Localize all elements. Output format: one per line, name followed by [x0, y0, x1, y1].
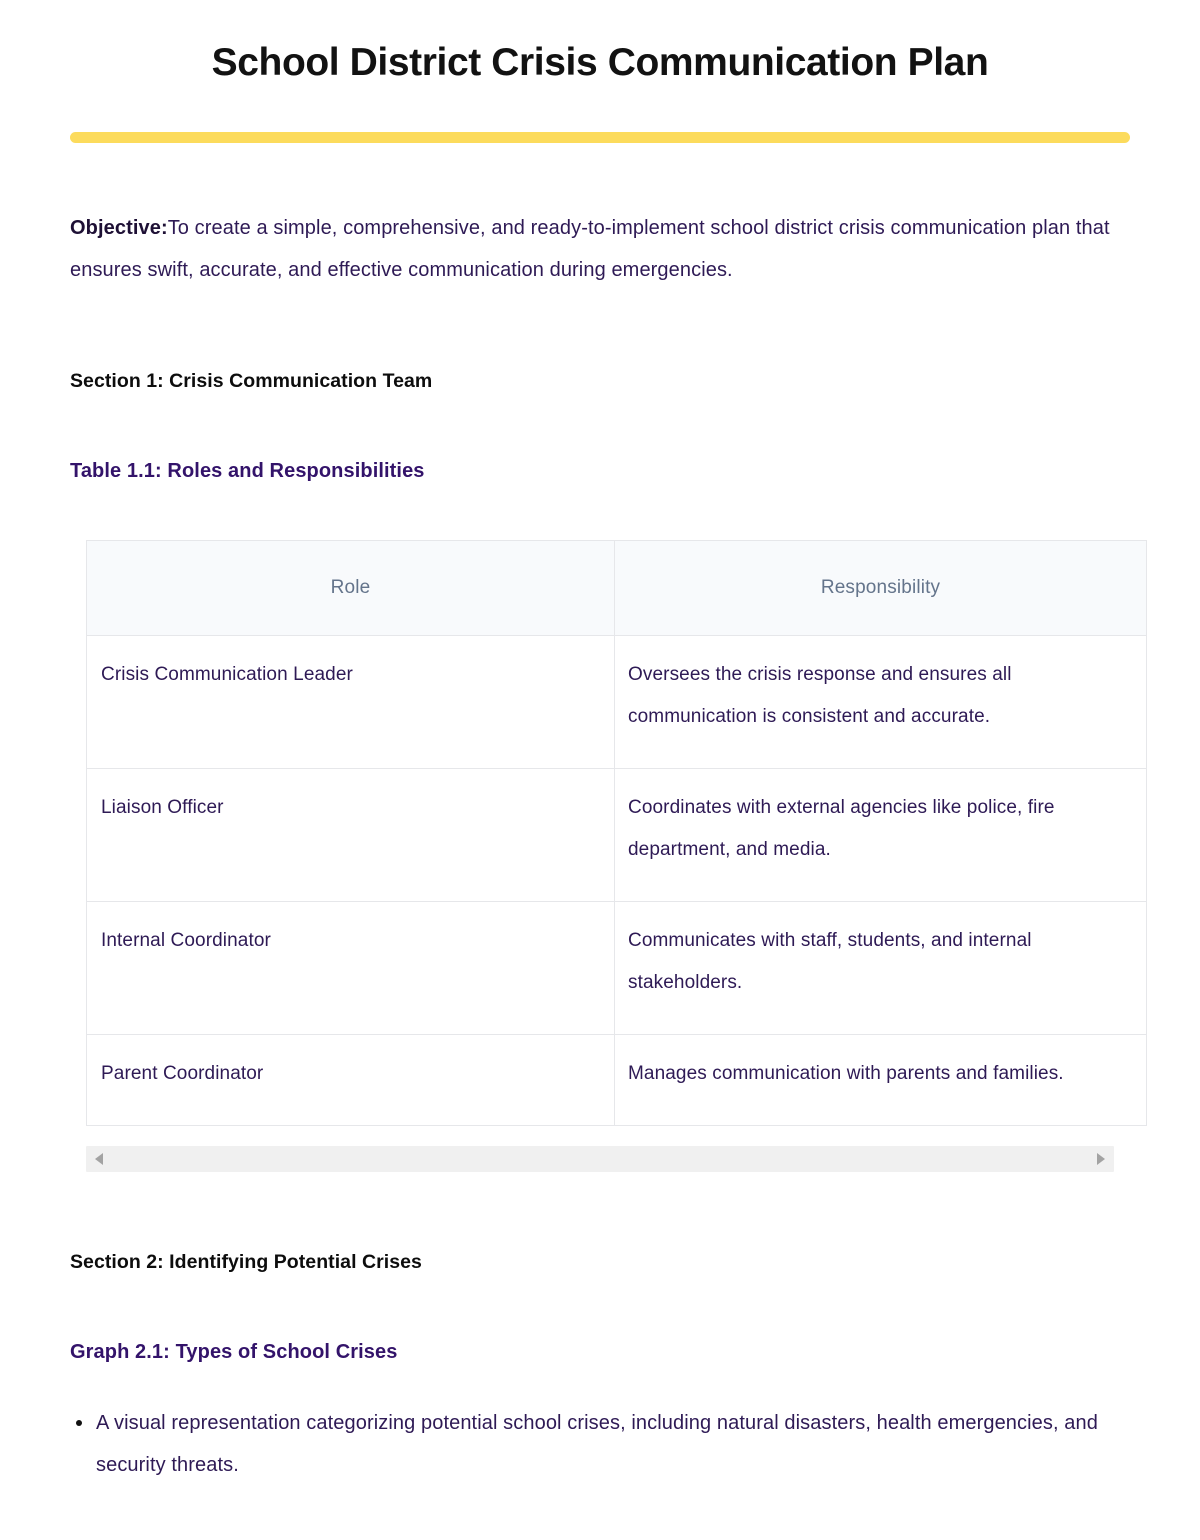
- graph-description-list: [70, 1366, 1130, 1486]
- table-horizontal-scrollbar[interactable]: [86, 1146, 1114, 1172]
- scroll-right-button[interactable]: [1088, 1146, 1114, 1172]
- scroll-left-button[interactable]: [86, 1146, 112, 1172]
- table-row: [87, 1034, 1147, 1125]
- table-1-1-caption: Table 1.1: Roles and Responsibilities: [70, 459, 425, 482]
- roles-table-container: [70, 540, 1130, 1126]
- title-divider: [70, 132, 1130, 143]
- section-2-heading: Section 2: Identifying Potential Crises: [70, 1250, 422, 1273]
- list-item: [70, 1402, 1130, 1486]
- objective-label: Objective:: [70, 216, 168, 239]
- objective-text: To create a simple, comprehensive, and ready-to-implement school district crisis communication plan that ensures swift, accurate, and effective communication during emergencies.: [70, 216, 1110, 281]
- triangle-right-icon: [1097, 1153, 1105, 1165]
- table-row: [87, 768, 1147, 901]
- table-row: [87, 901, 1147, 1034]
- table-row: [87, 635, 1147, 768]
- cell-role: Liaison Officer: [87, 768, 615, 901]
- page-title: School District Crisis Communication Plan: [211, 41, 989, 84]
- cell-role: Crisis Communication Leader: [87, 635, 615, 768]
- column-header-responsibility: Responsibility: [615, 540, 1147, 635]
- column-header-role: Role: [87, 540, 615, 635]
- cell-role: Internal Coordinator: [87, 901, 615, 1034]
- cell-role: Parent Coordinator: [87, 1034, 615, 1125]
- cell-responsibility: Communicates with staff, students, and internal stakeholders.: [615, 901, 1147, 1034]
- cell-responsibility: Manages communication with parents and families.: [628, 1062, 1064, 1084]
- graph-2-1-caption: Graph 2.1: Types of School Crises: [70, 1340, 398, 1363]
- table-header-row: [87, 540, 1147, 635]
- cell-responsibility: Oversees the crisis response and ensures all communication is consistent and accurate.: [615, 635, 1147, 768]
- section-1-heading: Section 1: Crisis Communication Team: [70, 369, 433, 392]
- list-item-text: A visual representation categorizing potential school crises, including natural disasters, health emergencies, and security threats.: [96, 1411, 1098, 1476]
- cell-responsibility: Coordinates with external agencies like police, fire department, and media.: [615, 768, 1147, 901]
- objective-paragraph: [70, 143, 1130, 291]
- roles-responsibilities-table: [86, 540, 1147, 1126]
- bullet-dot-icon: [76, 1420, 82, 1426]
- triangle-left-icon: [95, 1153, 103, 1165]
